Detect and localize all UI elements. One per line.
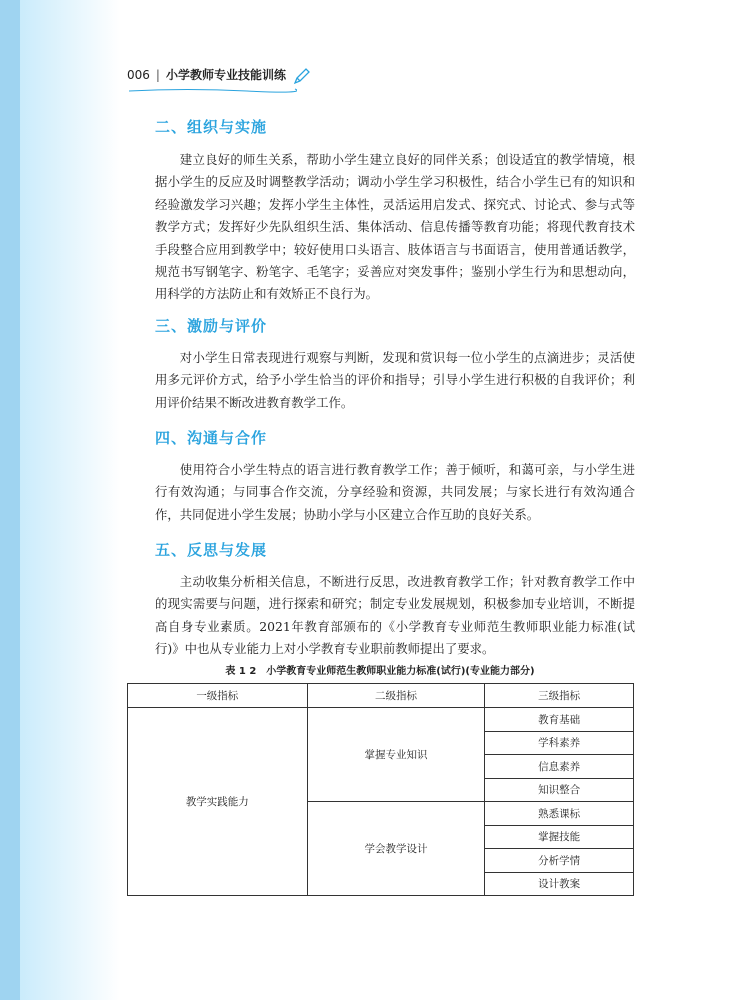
section-heading: 五、反思与发展 bbox=[155, 541, 268, 559]
section-heading: 二、组织与实施 bbox=[155, 118, 268, 136]
running-header bbox=[127, 66, 286, 83]
level1-cell: 教学实践能力 bbox=[128, 708, 308, 896]
level3-cell: 分析学情 bbox=[485, 849, 634, 873]
level3-cell: 教育基础 bbox=[485, 708, 634, 732]
header-separator: | bbox=[155, 67, 160, 82]
level3-cell: 信息素养 bbox=[485, 755, 634, 779]
pencil-icon bbox=[292, 66, 312, 86]
table-caption: 表 1 2 小学教育专业师范生教师职业能力标准(试行)(专业能力部分) bbox=[225, 666, 535, 677]
paragraph-text: 使用符合小学生特点的语言进行教育教学工作；善于倾听，和蔼可亲，与小学生进行有效沟通；与同事合作交流，分享经验和资源，共同发展；与家长进行有效沟通合作，共同促进小学生发展；协助小学与小区建立合作互助的良好关系。 bbox=[155, 462, 635, 522]
paragraph-text: 主动收集分析相关信息，不断进行反思，改进教育教学工作；针对教育教学工作中的现实需要与问题，进行探索和研究；制定专业发展规划，积极参加专业培训，不断提高自身专业素质。2021年教育部颁布的《小学教育专业师范生教师职业能力标准(试行)》中也从专业能力上对小学教育专业职前教师提出了要求。 bbox=[155, 574, 635, 657]
column-header: 三级指标 bbox=[485, 684, 634, 708]
section-paragraph bbox=[155, 571, 635, 661]
paragraph-text: 建立良好的师生关系，帮助小学生建立良好的同伴关系；创设适宜的教学情境，根据小学生的反应及时调整教学活动；调动小学生学习积极性，结合小学生已有的知识和经验激发学习兴趣；发挥小学生主体性，灵活运用启发式、探究式、讨论式、参与式等教学方式；发挥好少先队组织生活、集体活动、信息传播等教育功能；将现代教育技术手段整合应用到教学中；较好使用口头语言、肢体语言与书面语言，使用普通话教学，规范书写钢笔字、粉笔字、毛笔字；妥善应对突发事件；鉴别小学生行为和思想动向，用科学的方法防止和有效矫正不良行为。 bbox=[155, 152, 635, 302]
book-title: 小学教师专业技能训练 bbox=[165, 68, 286, 82]
column-header: 一级指标 bbox=[128, 684, 308, 708]
section-heading: 四、沟通与合作 bbox=[155, 429, 268, 447]
page-number: 006 bbox=[127, 67, 150, 82]
section-paragraph bbox=[155, 459, 635, 526]
table-row bbox=[128, 708, 634, 732]
level3-cell: 知识整合 bbox=[485, 778, 634, 802]
section-paragraph bbox=[155, 347, 635, 414]
level3-cell: 设计教案 bbox=[485, 872, 634, 896]
level2-cell: 学会教学设计 bbox=[307, 802, 485, 896]
paragraph-text: 对小学生日常表现进行观察与判断，发现和赏识每一位小学生的点滴进步；灵活使用多元评价方式，给予小学生恰当的评价和指导；引导小学生进行积极的自我评价；利用评价结果不断改进教育教学工作。 bbox=[155, 350, 635, 410]
section-paragraph bbox=[155, 149, 635, 306]
competency-table bbox=[127, 683, 634, 896]
level3-cell: 熟悉课标 bbox=[485, 802, 634, 826]
page-edge-band bbox=[0, 0, 20, 1000]
section-heading: 三、激励与评价 bbox=[155, 317, 268, 335]
level3-cell: 学科素养 bbox=[485, 731, 634, 755]
column-header: 二级指标 bbox=[307, 684, 485, 708]
level2-cell: 掌握专业知识 bbox=[307, 708, 485, 802]
table-header-row bbox=[128, 684, 634, 708]
level3-cell: 掌握技能 bbox=[485, 825, 634, 849]
header-underline bbox=[127, 86, 297, 94]
